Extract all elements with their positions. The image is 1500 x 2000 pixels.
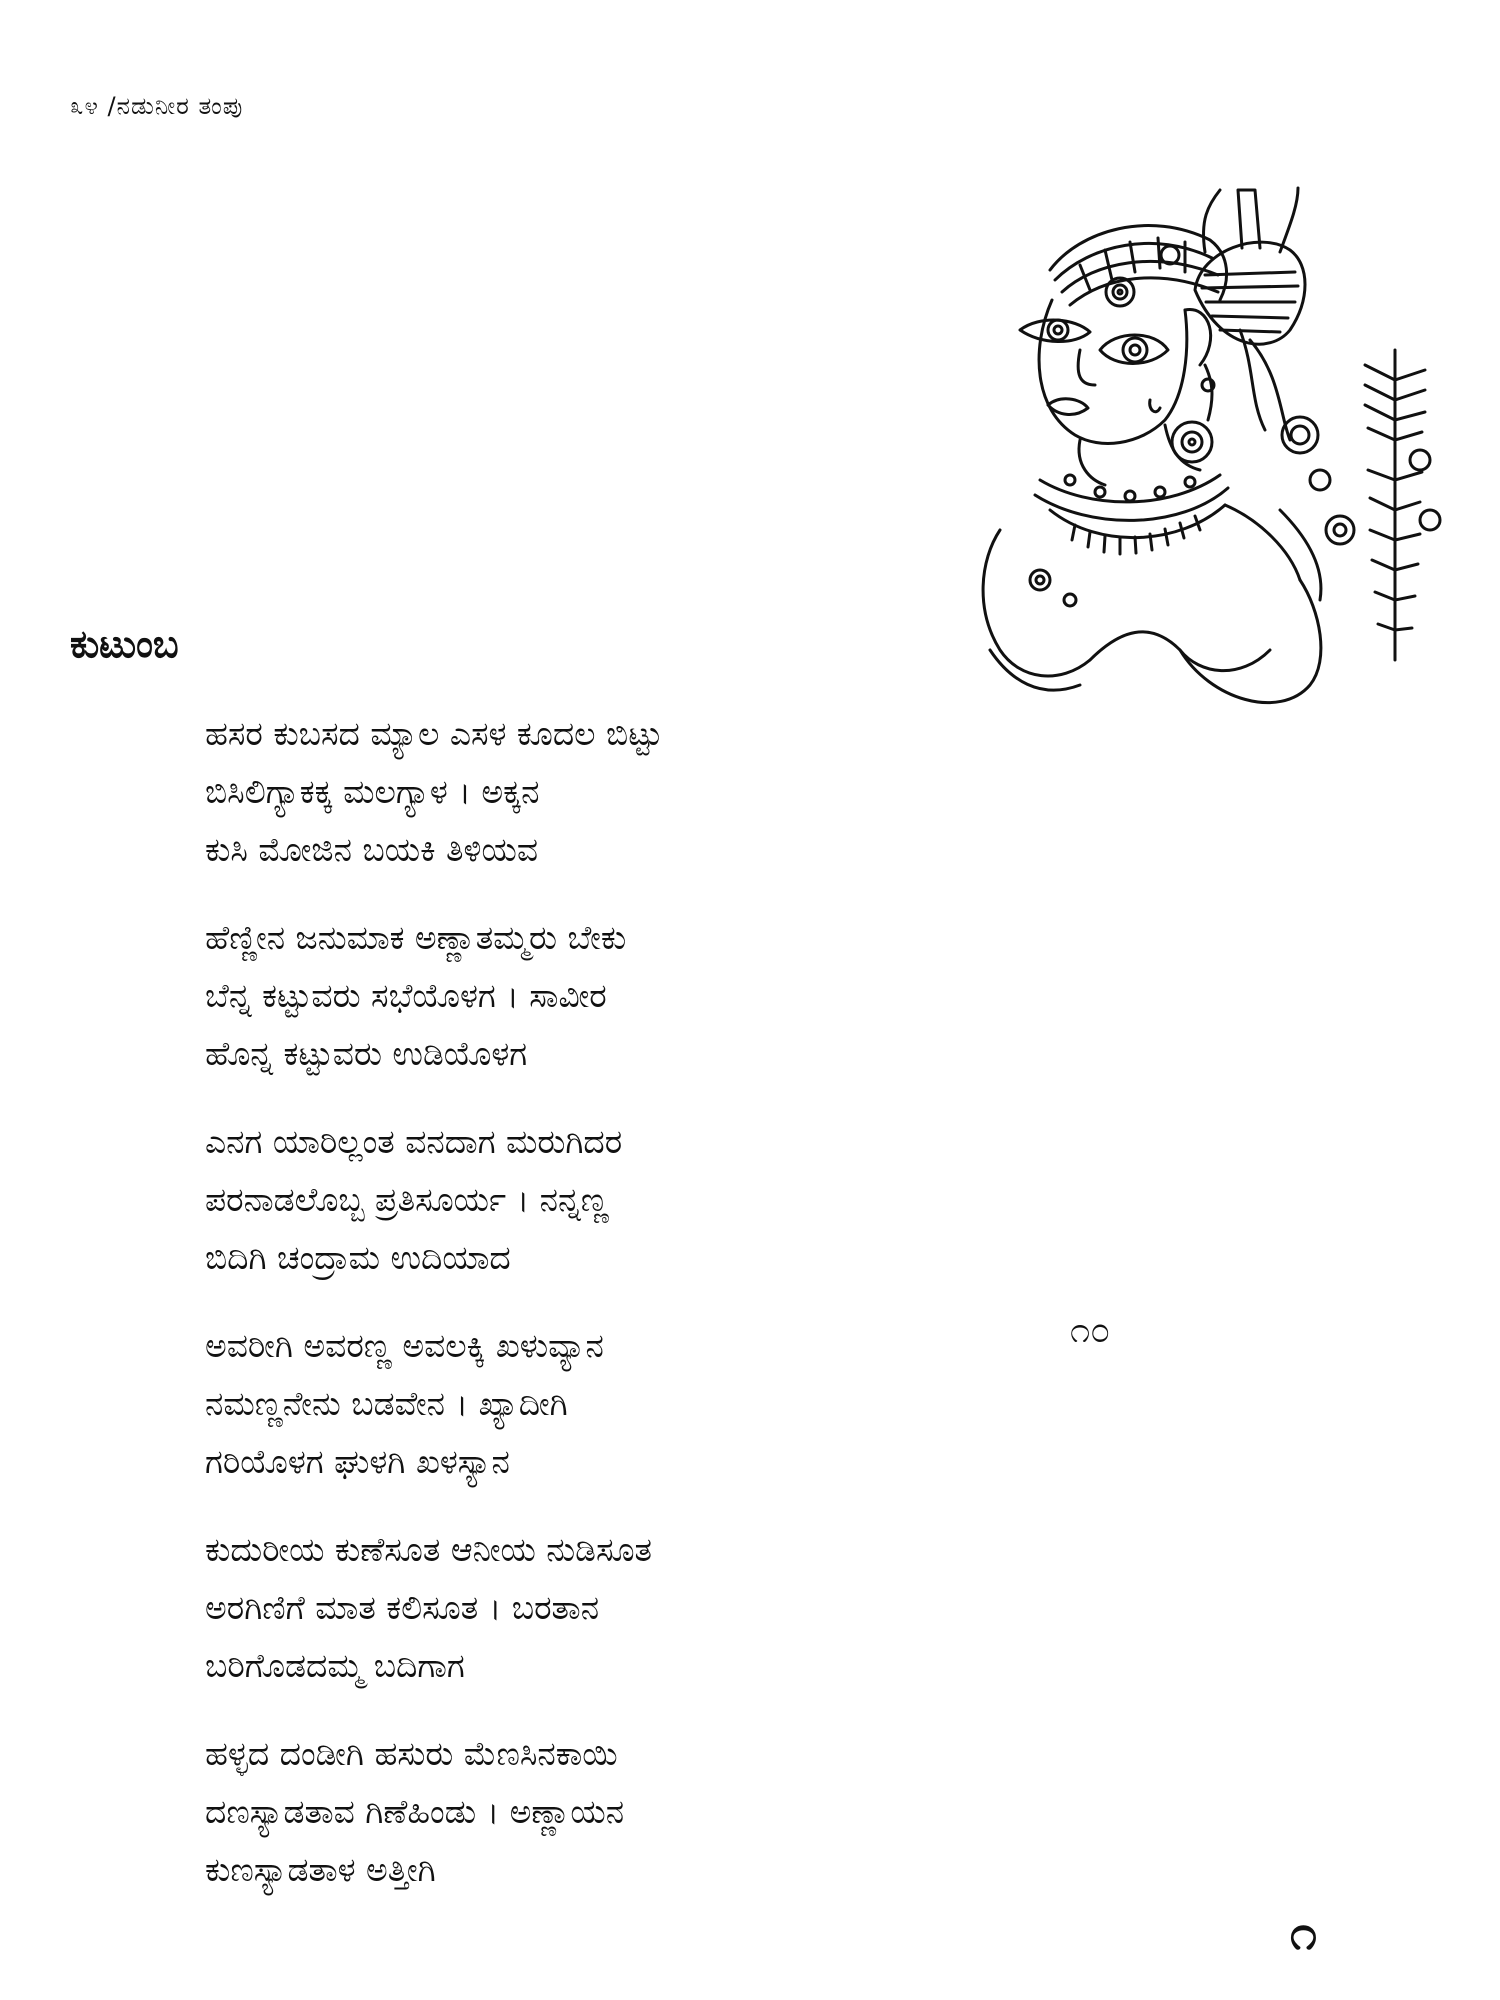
stanza bbox=[205, 1317, 1025, 1491]
poem-body bbox=[205, 705, 1025, 1929]
poem-line: ಅರಗಿಣಿಗೆ ಮಾತ ಕಲಿಸೂತ । ಬರತಾನ bbox=[205, 1588, 600, 1627]
poem-title: ಕುಟುಂಬ bbox=[70, 622, 179, 666]
poem-line: ಕುಣಸ್ಯಾಡತಾಳ ಅತ್ತೀಗಿ bbox=[205, 1850, 436, 1889]
poem-line: ಕುಸಿ ಮೋಜಿನ ಬಯಕಿ ತಿಳಿಯವ bbox=[205, 830, 539, 869]
poem-line: ದಣಸ್ಯಾಡತಾವ ಗಿಣೆಹಿಂಡು । ಅಣ್ಣಾಯನ bbox=[205, 1792, 625, 1831]
woman-portrait-illustration-icon bbox=[980, 180, 1450, 710]
stanza bbox=[205, 1725, 1025, 1899]
verse-number: ೧೦ bbox=[1070, 1310, 1111, 1351]
stanza bbox=[205, 705, 1025, 879]
poem-line: ಬೆನ್ನ ಕಟ್ಟುವರು ಸಭೆಯೊಳಗ । ಸಾವೀರ bbox=[205, 976, 607, 1015]
poem-line: ಬಿದಿಗಿ ಚಂದ್ರಾಮ ಉದಿಯಾದ bbox=[205, 1238, 511, 1277]
poem-line: ಹೆಣ್ಣೀನ ಜನುಮಾಕ ಅಣ್ಣಾತಮ್ಮರು ಬೇಕು bbox=[205, 918, 627, 957]
poem-line: ಅವರೀಗಿ ಅವರಣ್ಣ ಅವಲಕ್ಕಿ ಖಳುವ್ಯಾನ bbox=[205, 1326, 604, 1365]
stanza bbox=[205, 1113, 1025, 1287]
poem-line: ಹಳ್ಳದ ದಂಡೀಗಿ ಹಸುರು ಮೆಣಸಿನಕಾಯಿ bbox=[205, 1734, 618, 1773]
stanza bbox=[205, 1521, 1025, 1695]
poem-line: ಬರಿಗೊಡದಮ್ಮ ಬದಿಗಾಗ bbox=[205, 1646, 465, 1685]
poem-line: ಬಿಸಿಲಿಗ್ಯಾಕಕ್ಕ ಮಲಗ್ಯಾಳ । ಅಕ್ಕನ bbox=[205, 772, 540, 811]
poem-line: ಪರನಾಡಲೊಬ್ಬ ಪ್ರತಿಸೂರ್ಯ । ನನ್ನಣ್ಣ bbox=[205, 1180, 609, 1219]
poem-line: ಹೊನ್ನ ಕಟ್ಟುವರು ಉಡಿಯೊಳಗ bbox=[205, 1034, 528, 1073]
poem-line: ಎನಗ ಯಾರಿಲ್ಲಂತ ವನದಾಗ ಮರುಗಿದರ bbox=[205, 1122, 623, 1161]
page-number: ೧ bbox=[1290, 1905, 1317, 1961]
poem-line: ಕುದುರೀಯ ಕುಣೆಸೂತ ಆನೀಯ ನುಡಿಸೂತ bbox=[205, 1530, 653, 1569]
running-head: ೩೪ /ನಡುನೀರ ತಂಪು bbox=[70, 92, 244, 120]
poem-line: ನಮಣ್ಣನೇನು ಬಡವೇನ । ಖ್ಯಾದೀಗಿ bbox=[205, 1384, 568, 1423]
stanza bbox=[205, 909, 1025, 1083]
poem-line: ಹಸರ ಕುಬಸದ ಮ್ಯಾಲ ಎಸಳ ಕೂದಲ ಬಿಟ್ಟು bbox=[205, 714, 663, 753]
poem-line: ಗರಿಯೊಳಗ ಘುಳಗಿ ಖಳಸ್ಯಾನ bbox=[205, 1442, 510, 1481]
